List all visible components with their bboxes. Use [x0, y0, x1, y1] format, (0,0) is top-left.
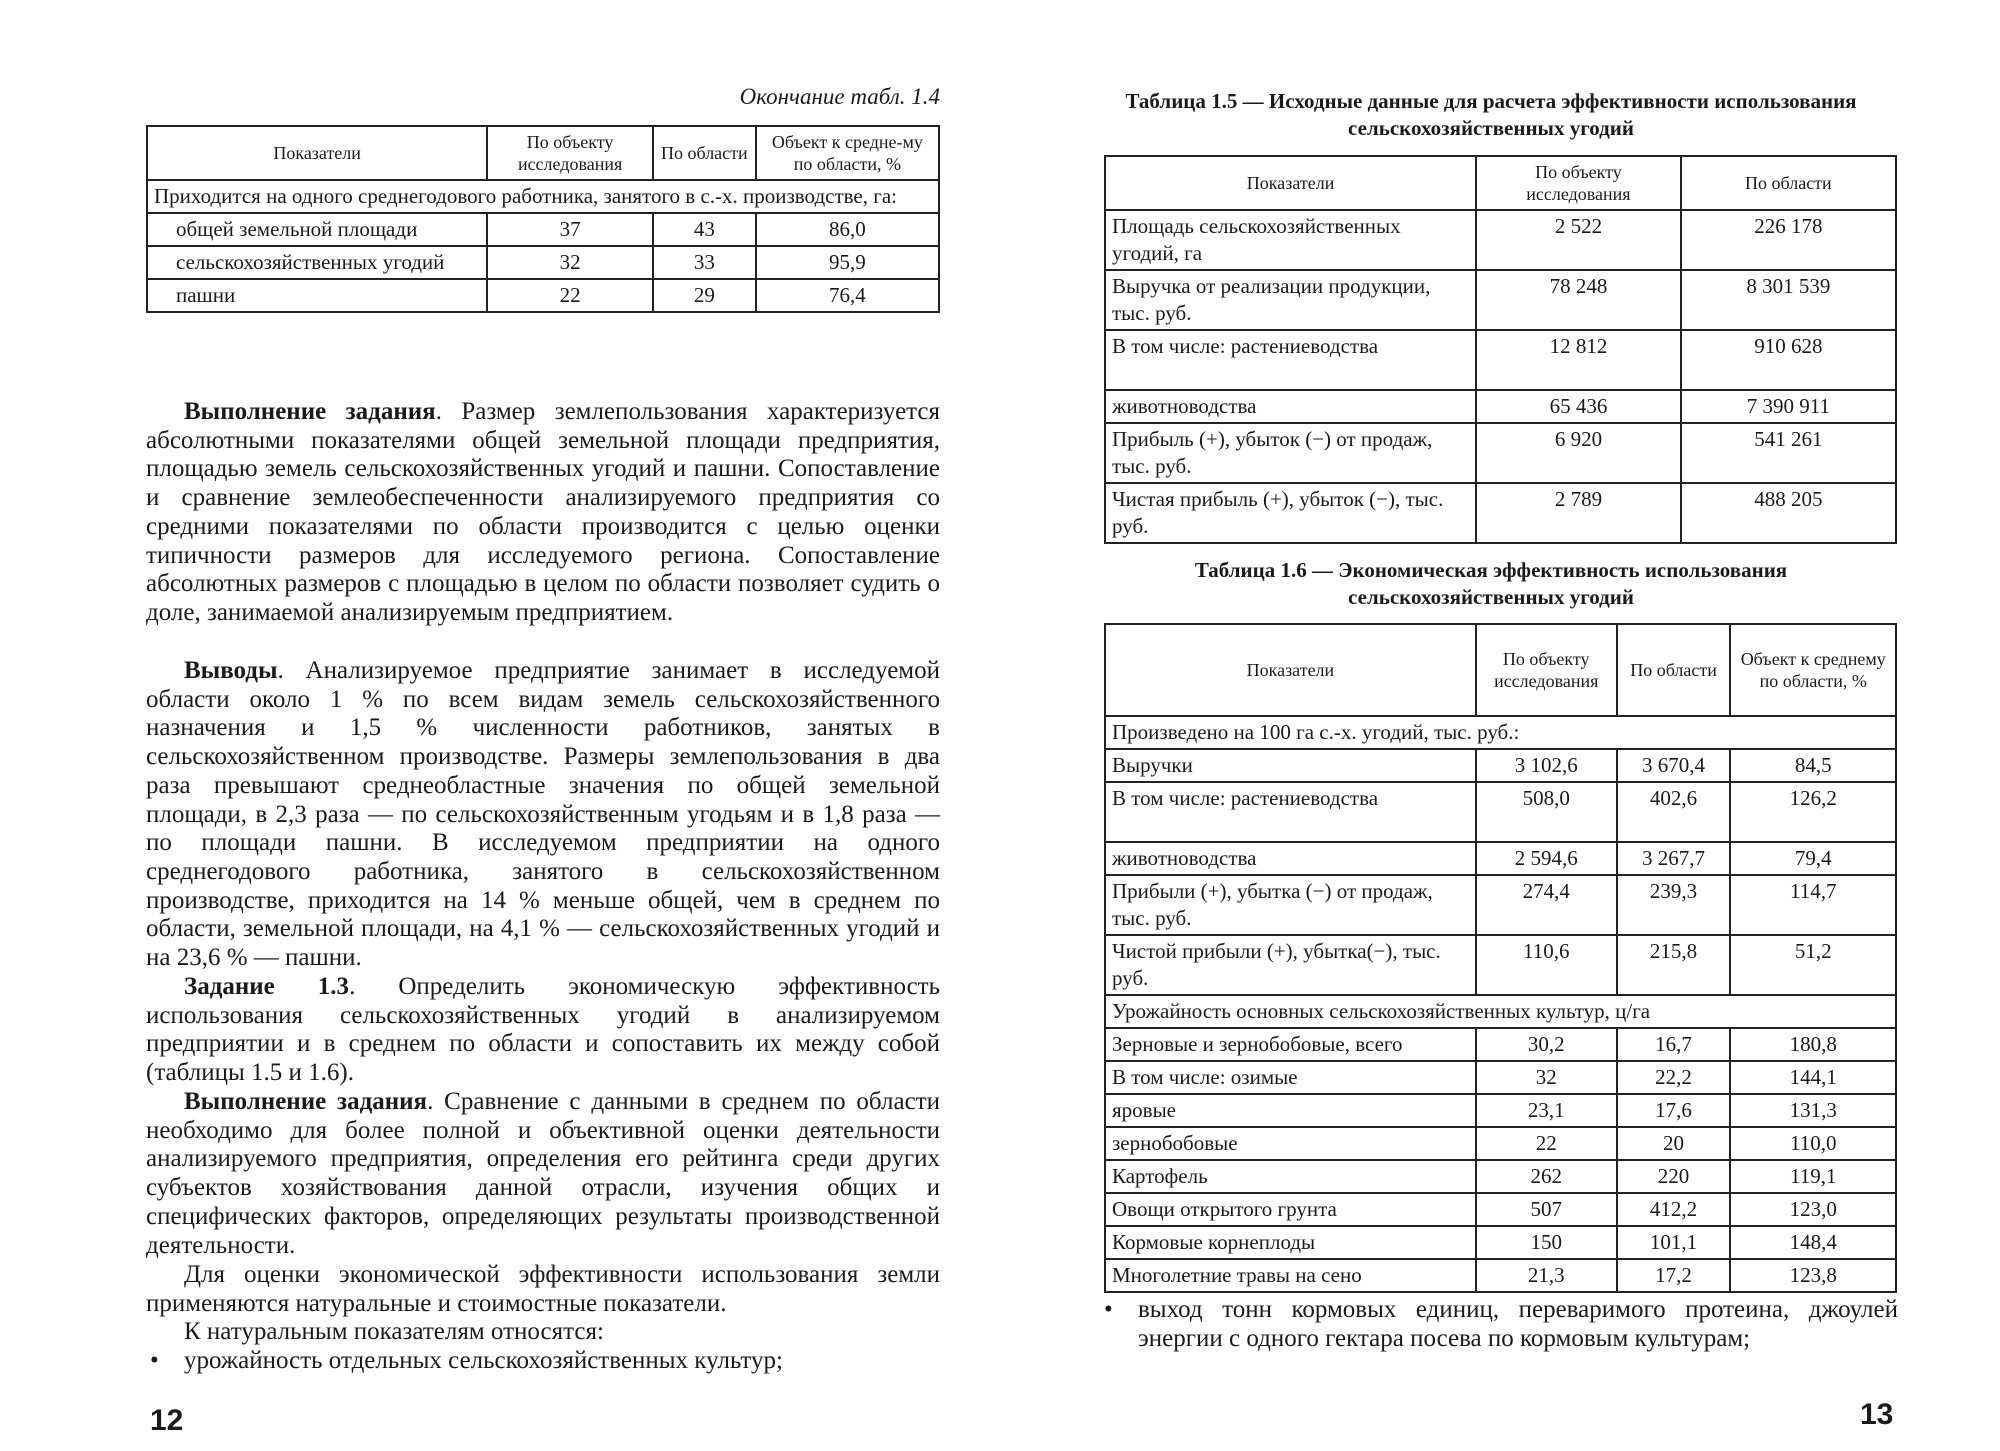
col-header: По области [1617, 624, 1731, 716]
cell: 76,4 [756, 279, 939, 312]
cell: 148,4 [1730, 1226, 1896, 1259]
bullet-icon: • [150, 1347, 159, 1374]
cell: 6 920 [1476, 423, 1681, 483]
cell: 507 [1476, 1193, 1617, 1226]
cell: 131,3 [1730, 1094, 1896, 1127]
cell: 7 390 911 [1681, 390, 1896, 423]
row-label: яровые [1105, 1094, 1476, 1127]
page-number: 13 [1860, 1398, 1894, 1431]
col-header: По объекту исследования [1476, 156, 1681, 210]
table-row [1105, 749, 1896, 782]
cell: 37 [487, 213, 653, 246]
cell: 114,7 [1730, 875, 1896, 935]
cell: 101,1 [1617, 1226, 1731, 1259]
row-label: В том числе: озимые [1105, 1061, 1476, 1094]
cell: 215,8 [1617, 935, 1731, 995]
col-header: Объект к среднему по области, % [1730, 624, 1896, 716]
col-header: По области [653, 126, 756, 180]
col-header: Показатели [147, 126, 487, 180]
group-row: Приходится на одного среднегодового работника, занятого в с.-х. производстве, га: [147, 180, 939, 213]
table-row [1105, 1094, 1896, 1127]
table-row [1105, 270, 1896, 330]
row-label: В том числе: растениеводства [1105, 330, 1476, 390]
cell: 2 522 [1476, 210, 1681, 270]
cell: 33 [653, 246, 756, 279]
table-row [1105, 842, 1896, 875]
row-label: животноводства [1105, 390, 1476, 423]
cell: 23,1 [1476, 1094, 1617, 1127]
row-label: Выручка от реализации продукции, тыс. руб. [1105, 270, 1476, 330]
row-label: Чистая прибыль (+), убыток (−), тыс. руб. [1105, 483, 1476, 543]
row-label: Чистой прибыли (+), убытка(−), тыс. руб. [1105, 935, 1476, 995]
row-label: Прибыли (+), убытка (−) от продаж, тыс. руб. [1105, 875, 1476, 935]
cell: 910 628 [1681, 330, 1896, 390]
cell: 123,8 [1730, 1259, 1896, 1292]
cell: 412,2 [1617, 1193, 1731, 1226]
cell: 274,4 [1476, 875, 1617, 935]
row-label: Площадь сельскохозяйственных угодий, га [1105, 210, 1476, 270]
cell: 65 436 [1476, 390, 1681, 423]
table-row [1105, 483, 1896, 543]
table-row [1105, 875, 1896, 935]
paragraph-execution-2: Выполнение задания. Сравнение с данными в среднем по области необходимо для более полной и объективной оценки деятельности анализируемого предприятия, определения его рейтинга среди других субъектов хозяйствования данной отрасли, изучения общих и специфических факторов, определяющих результаты производственной деятельности. [146, 1088, 940, 1259]
table-row [1105, 390, 1896, 423]
page-number: 12 [150, 1404, 184, 1437]
cell: 17,2 [1617, 1259, 1731, 1292]
table-row [1105, 330, 1896, 390]
bullet-item: • выход тонн кормовых единиц, переваримого протеина, джоулей энергии с одного гектара посева по кормовым культурам; [1104, 1296, 1898, 1352]
col-header: Объект к средне-му по области, % [756, 126, 939, 180]
table-row [1105, 1028, 1896, 1061]
paragraph-conclusions: Выводы. Анализируемое предприятие занимает в исследуемой области около 1 % по всем видам земель сельскохозяйственного назначения и 1,5 % численности работников, занятых в сельскохозяйственном производстве. Размеры землепользования в два раза превышают среднеобластные значения по общей земельной площади, в 2,3 раза — по сельскохозяйственным угодьям и в 1,8 раза — по площади пашни. В исследуемом предприятии на одного среднегодового работника, занятого в сельскохозяйственном производстве, приходится на 14 % меньше общей, чем в среднем по области, земельной площади, на 4,1 % — сельскохозяйственных угодий и на 23,6 % — пашни. [146, 657, 940, 972]
cell: 123,0 [1730, 1193, 1896, 1226]
cell: 51,2 [1730, 935, 1896, 995]
table-row [1105, 210, 1896, 270]
cell: 8 301 539 [1681, 270, 1896, 330]
cell: 43 [653, 213, 756, 246]
cell: 3 670,4 [1617, 749, 1731, 782]
paragraph-execution-1: Выполнение задания. Размер землепользования характеризуется абсолютными показателями общей земельной площади предприятия, площадью земель сельскохозяйственных угодий и пашни. Сопоставление и сравнение землеобеспеченности анализируемого предприятия со средними показателями по области производится с целью оценки типичности размеров для исследуемого региона. Сопоставление абсолютных размеров с площадью в целом по области позволяет судить о доле, занимаемой анализируемым предприятием. [146, 398, 940, 626]
cell: 220 [1617, 1160, 1731, 1193]
cell: 262 [1476, 1160, 1617, 1193]
cell: 86,0 [756, 213, 939, 246]
cell: 20 [1617, 1127, 1731, 1160]
row-label: В том числе: растениеводства [1105, 782, 1476, 842]
bullet-icon: • [1104, 1296, 1113, 1323]
cell: 402,6 [1617, 782, 1731, 842]
cell: 541 261 [1681, 423, 1896, 483]
table-row [1105, 1259, 1896, 1292]
cell: 78 248 [1476, 270, 1681, 330]
row-label: Многолетние травы на сено [1105, 1259, 1476, 1292]
row-label: Зерновые и зернобобовые, всего [1105, 1028, 1476, 1061]
table-row [1105, 423, 1896, 483]
paragraph-natural-indicators: К натуральным показателям относятся: [184, 1318, 604, 1345]
cell: 12 812 [1476, 330, 1681, 390]
paragraph-indicators: Для оценки экономической эффективности использования земли применяются натуральные и стоимостные показатели. [146, 1261, 940, 1317]
table-continuation-label: Окончание табл. 1.4 [739, 84, 940, 109]
table-row [1105, 1226, 1896, 1259]
table-row [1105, 935, 1896, 995]
row-label: Кормовые корнеплоды [1105, 1226, 1476, 1259]
table-1-4 [146, 125, 940, 313]
cell: 2 789 [1476, 483, 1681, 543]
col-header: По объекту исследования [487, 126, 653, 180]
row-label: Картофель [1105, 1160, 1476, 1193]
cell: 2 594,6 [1476, 842, 1617, 875]
cell: 22 [1476, 1127, 1617, 1160]
cell: 226 178 [1681, 210, 1896, 270]
bullet-item: • урожайность отдельных сельскохозяйственных культур; [150, 1347, 783, 1374]
table-row [147, 246, 939, 279]
cell: 22,2 [1617, 1061, 1731, 1094]
cell: 79,4 [1730, 842, 1896, 875]
table-1-5-caption: Таблица 1.5 — Исходные данные для расчета эффективности использования сельскохозяйственных угодий [1125, 89, 1857, 140]
paragraph-task-1-3: Задание 1.3. Определить экономическую эффективность использования сельскохозяйственных угодий в анализируемом предприятии и в среднем по области и сопоставить их между собой (таблицы 1.5 и 1.6). [146, 973, 941, 1087]
row-label: сельскохозяйственных угодий [147, 246, 487, 279]
cell: 150 [1476, 1226, 1617, 1259]
group-row: Произведено на 100 га с.-х. угодий, тыс. руб.: [1105, 716, 1896, 749]
row-label: Овощи открытого грунта [1105, 1193, 1476, 1226]
cell: 22 [487, 279, 653, 312]
col-header: Показатели [1105, 156, 1476, 210]
cell: 29 [653, 279, 756, 312]
table-row [1105, 782, 1896, 842]
cell: 3 102,6 [1476, 749, 1617, 782]
row-label: пашни [147, 279, 487, 312]
table-row [147, 213, 939, 246]
cell: 95,9 [756, 246, 939, 279]
cell: 119,1 [1730, 1160, 1896, 1193]
row-label: зернобобовые [1105, 1127, 1476, 1160]
cell: 144,1 [1730, 1061, 1896, 1094]
cell: 30,2 [1476, 1028, 1617, 1061]
table-1-6 [1104, 623, 1897, 1293]
col-header: По области [1681, 156, 1896, 210]
table-1-6-caption: Таблица 1.6 — Экономическая эффективность использования сельскохозяйственных угодий [1194, 558, 1788, 609]
row-label: Выручки [1105, 749, 1476, 782]
cell: 110,6 [1476, 935, 1617, 995]
cell: 32 [1476, 1061, 1617, 1094]
cell: 110,0 [1730, 1127, 1896, 1160]
cell: 180,8 [1730, 1028, 1896, 1061]
cell: 21,3 [1476, 1259, 1617, 1292]
cell: 488 205 [1681, 483, 1896, 543]
row-label: общей земельной площади [147, 213, 487, 246]
cell: 126,2 [1730, 782, 1896, 842]
cell: 239,3 [1617, 875, 1731, 935]
table-row [147, 279, 939, 312]
table-row [1105, 1127, 1896, 1160]
right-page [1000, 0, 2000, 1451]
cell: 16,7 [1617, 1028, 1731, 1061]
cell: 32 [487, 246, 653, 279]
cell: 508,0 [1476, 782, 1617, 842]
group-row: Урожайность основных сельскохозяйственных культур, ц/га [1105, 995, 1896, 1028]
col-header: По объекту исследования [1476, 624, 1617, 716]
cell: 84,5 [1730, 749, 1896, 782]
table-row [1105, 1160, 1896, 1193]
row-label: Прибыль (+), убыток (−) от продаж, тыс. руб. [1105, 423, 1476, 483]
row-label: животноводства [1105, 842, 1476, 875]
cell: 17,6 [1617, 1094, 1731, 1127]
col-header: Показатели [1105, 624, 1476, 716]
table-row [1105, 1061, 1896, 1094]
table-1-5 [1104, 155, 1897, 544]
table-row [1105, 1193, 1896, 1226]
cell: 3 267,7 [1617, 842, 1731, 875]
